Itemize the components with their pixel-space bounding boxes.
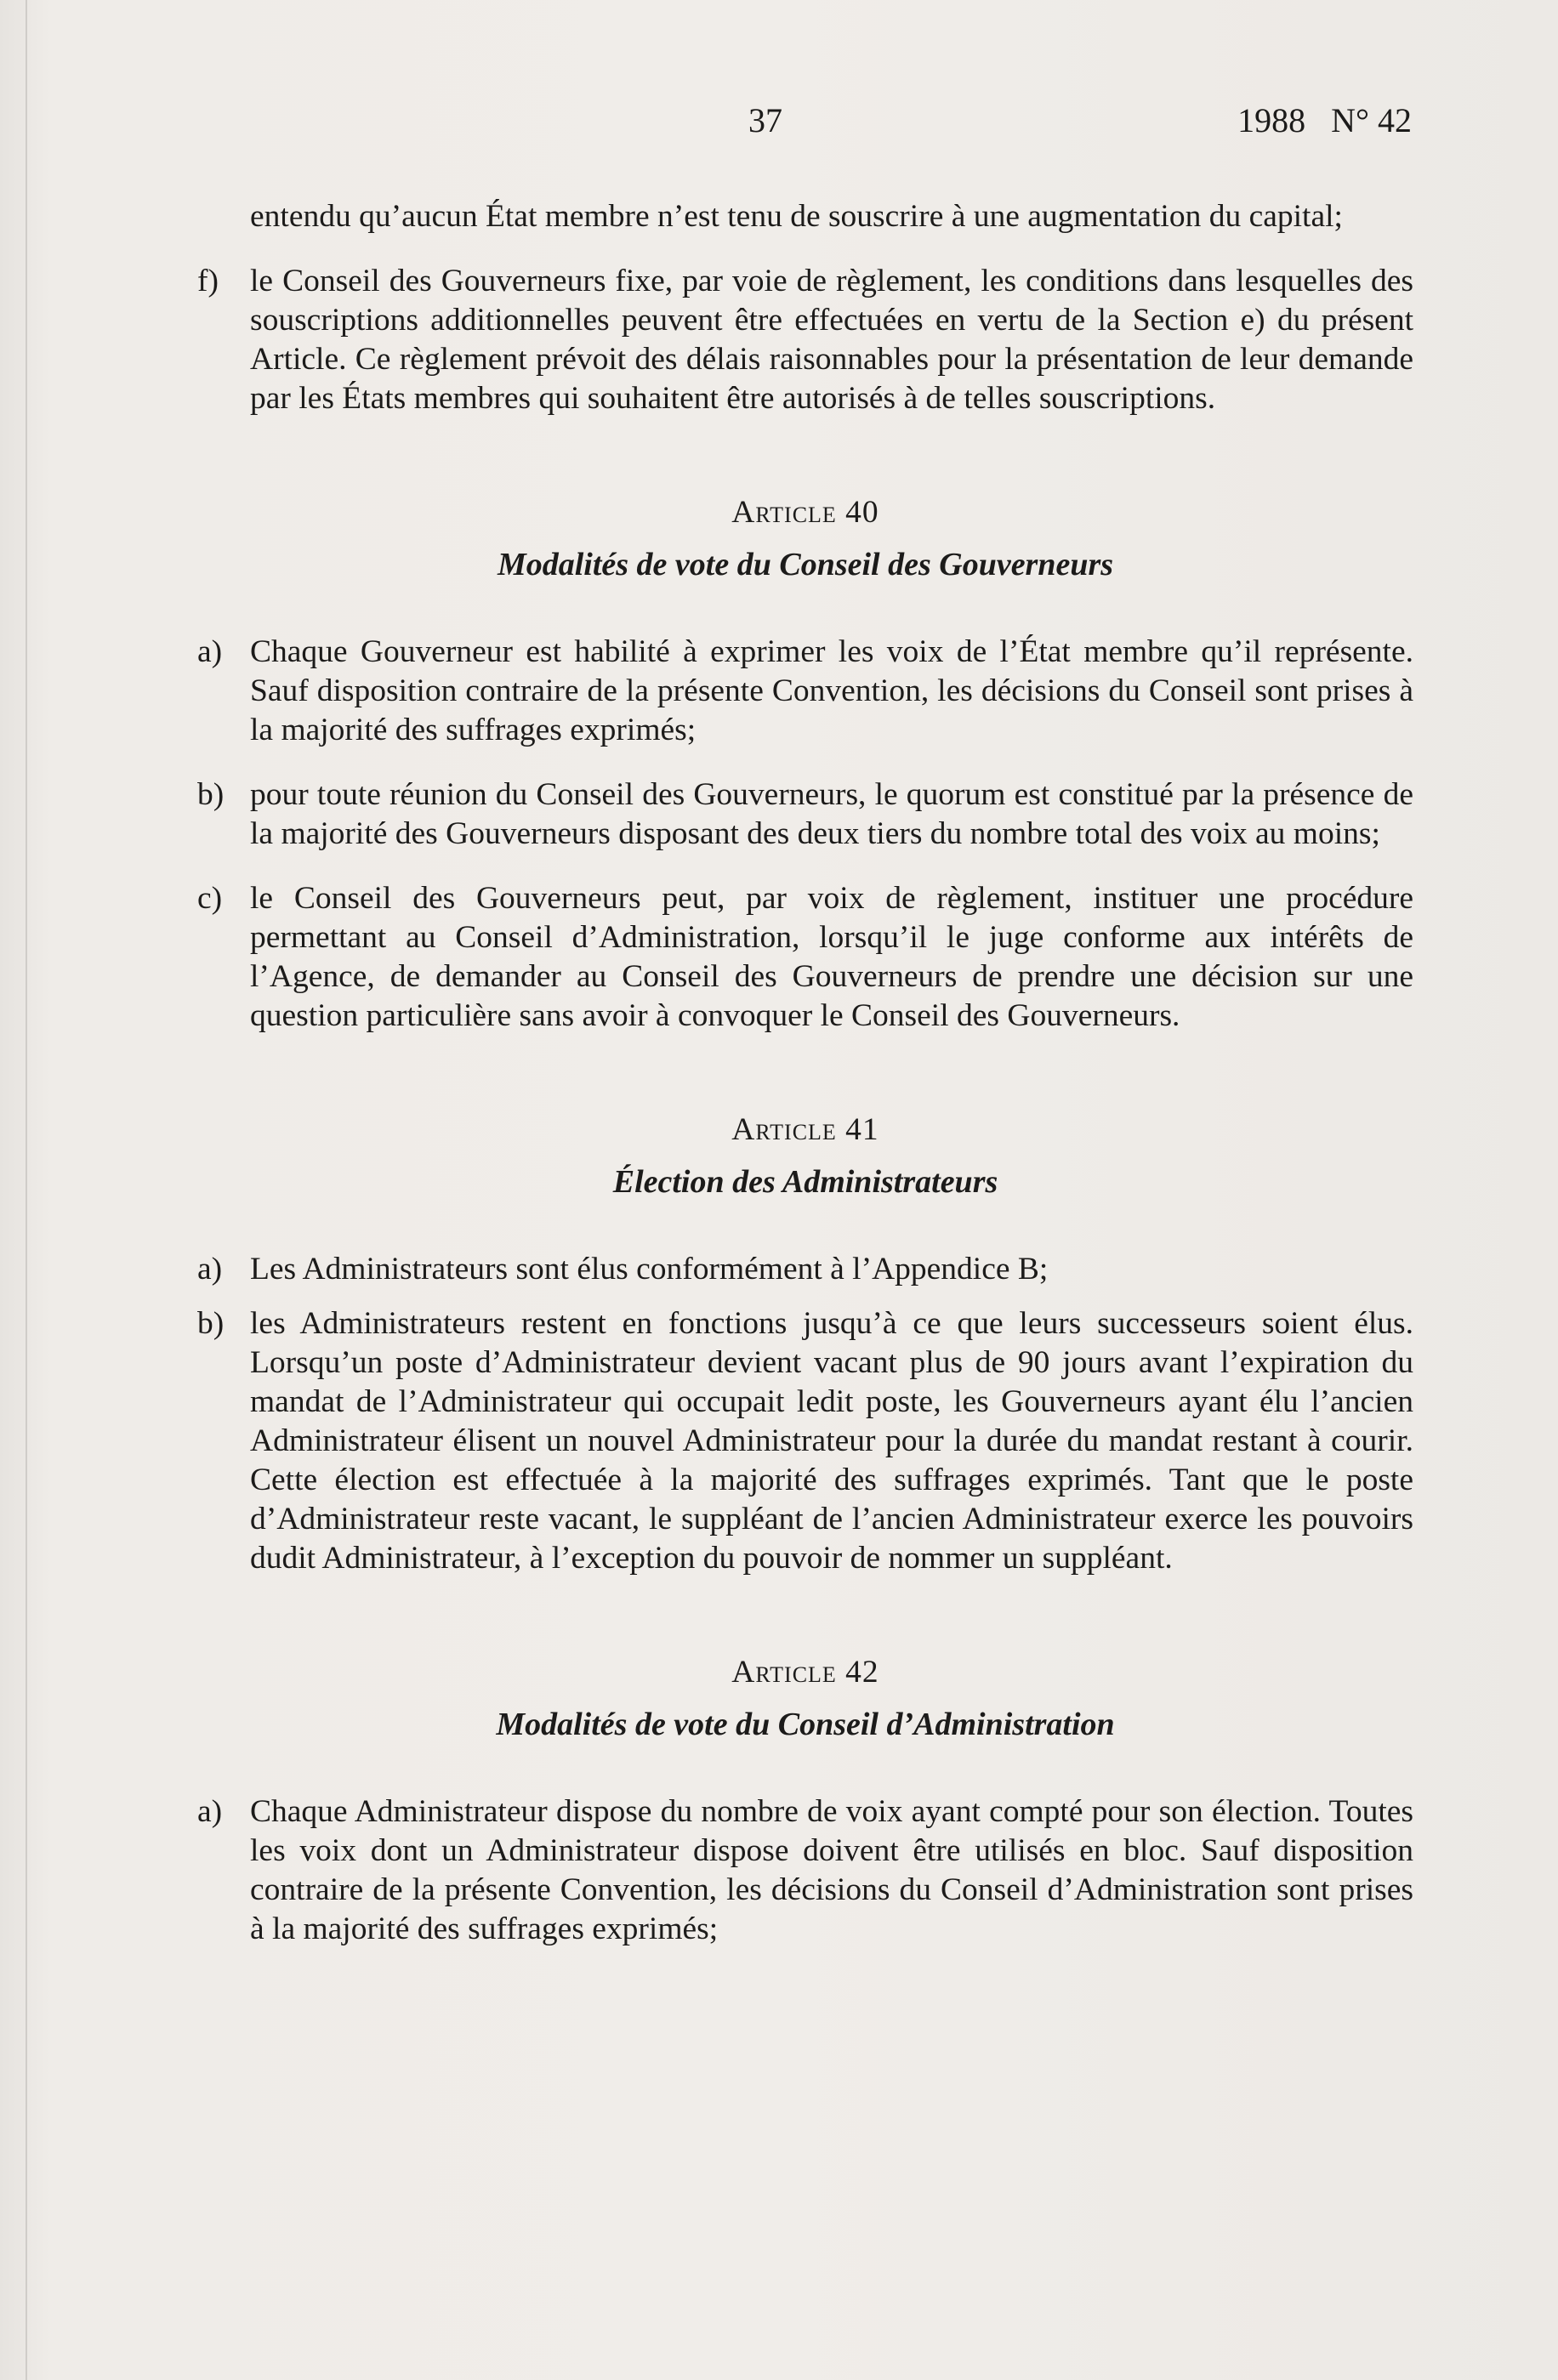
article-40-title: Article 40: [731, 495, 879, 530]
item-label: a): [197, 1794, 223, 1829]
continuation-paragraph: entendu qu’aucun État membre n’est tenu de souscrire à une augmentation du capital;: [250, 199, 1343, 234]
article-41-subtitle: Élection des Administrateurs: [612, 1164, 998, 1200]
year-and-issue-number: 1988 N° 42: [1237, 101, 1412, 139]
item-text: pour toute réunion du Conseil des Gouverneurs, le quorum est constitué par la présence de la majorité des Gouverneurs disposant des deux tiers du nombre total des voix au moins;: [250, 777, 1413, 851]
item-text: le Conseil des Gouverneurs fixe, par voie de règlement, les conditions dans lesquelles des souscriptions additionnelles peuvent être effectuées en vertu de la Section e) du présent Article. Ce règlement prévoit des délais raisonnables pour la présentation de leur demande par les États membres qui souhaitent être autorisés à de telles souscriptions.: [250, 264, 1413, 416]
item-text: les Administrateurs restent en fonctions jusqu’à ce que leurs successeurs soient élus. Lorsqu’un poste d’Administrateur devient vacant plus de 90 jours avant l’expiration du mandat de l’Administrateur qui occupait ledit poste, les Gouverneurs ayant élu l’ancien Administrateur élisent un nouvel Administrateur pour la durée du mandat restant à courir. Cette élection est effectuée à la majorité des suffrages exprimés. Tant que le poste d’Administrateur reste vacant, le suppléant de l’ancien Administrateur exerce les pouvoirs dudit Administrateur, à l’exception du pouvoir de nommer un suppléant.: [250, 1306, 1413, 1576]
page-number: 37: [748, 101, 782, 139]
article39-item-f: [197, 262, 1413, 418]
article40-item-b: [197, 775, 1413, 854]
item-text: Les Administrateurs sont élus conformément à l’Appendice B;: [250, 1252, 1049, 1287]
article-40-subtitle: Modalités de vote du Conseil des Gouverneurs: [497, 547, 1114, 582]
article-42: [197, 1653, 1413, 1949]
article40-item-a: [197, 633, 1413, 750]
item-text: Chaque Administrateur dispose du nombre de voix ayant compté pour son élection. Toutes les voix dont un Administrateur dispose doivent être utilisés en bloc. Sauf disposition contraire de la présente Convention, les décisions du Conseil d’Administration sont prises à la majorité des suffrages exprimés;: [250, 1794, 1413, 1946]
article-42-title: Article 42: [731, 1655, 879, 1690]
article-40: [197, 493, 1413, 1036]
item-label: b): [197, 777, 225, 812]
item-label: b): [197, 1306, 225, 1341]
article-41-title: Article 41: [731, 1112, 879, 1147]
article-41: [197, 1110, 1413, 1578]
article-42-subtitle: Modalités de vote du Conseil d’Administration: [496, 1707, 1115, 1742]
article42-item-a: [197, 1792, 1413, 1949]
article41-item-a: [197, 1250, 1413, 1289]
page-spine-shadow: [26, 0, 27, 2380]
item-label: f): [197, 264, 219, 298]
item-text: le Conseil des Gouverneurs peut, par voix de règlement, instituer une procédure permettant au Conseil d’Administration, lorsqu’il le juge conforme aux intérêts de l’Agence, de demander au Conseil des Gouverneurs de prendre une décision sur une question particulière sans avoir à convoquer le Conseil des Gouverneurs.: [250, 881, 1413, 1033]
article40-item-c: [197, 879, 1413, 1036]
item-label: a): [197, 1252, 223, 1287]
article41-item-b: [197, 1304, 1413, 1578]
item-text: Chaque Gouverneur est habilité à exprimer les voix de l’État membre qu’il représente. Sauf disposition contraire de la présente Convention, les décisions du Conseil sont prises à la majorité des suffrages exprimés;: [250, 634, 1413, 747]
page-header: [0, 100, 1558, 143]
page-body: [197, 197, 1413, 1949]
item-label: a): [197, 634, 223, 669]
item-label: c): [197, 881, 223, 916]
